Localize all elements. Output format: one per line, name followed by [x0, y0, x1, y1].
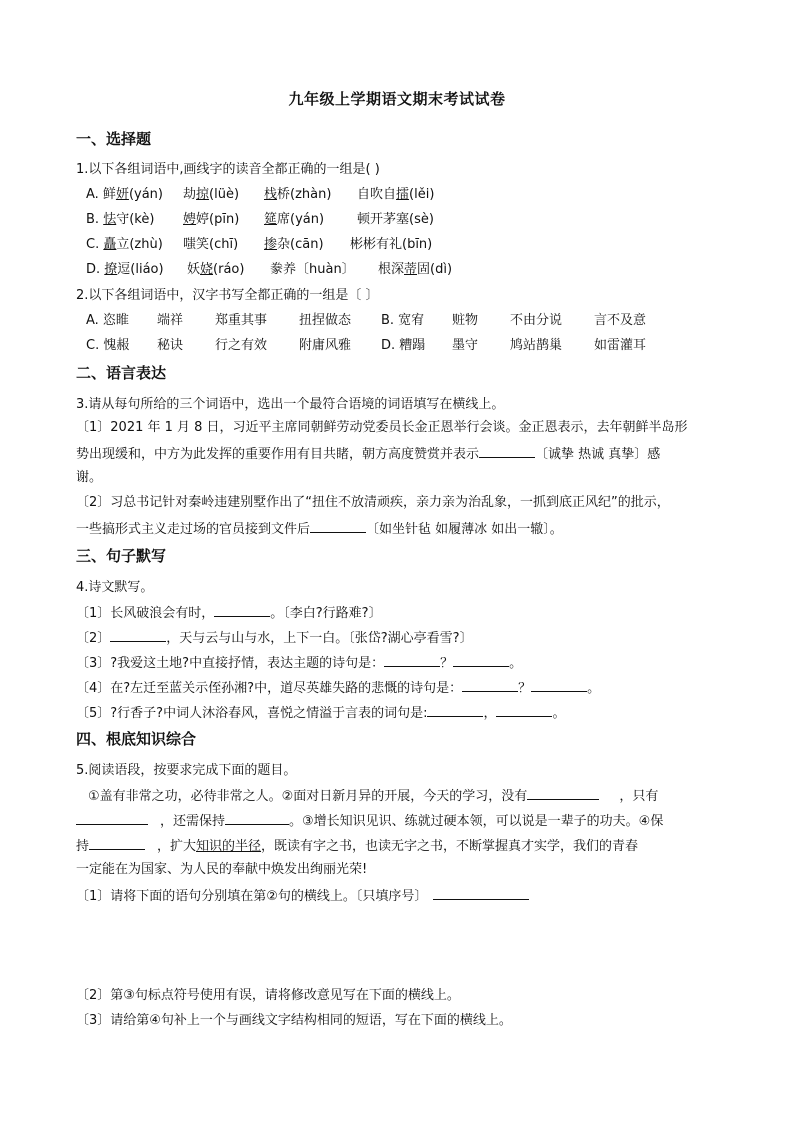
question-3-stem: 3.请从每句所给的三个词语中，选出一个最符合语境的词语填写在横线上。	[76, 397, 505, 412]
q4-line-2: 〔2〕 ，天与云与山与水，上下一白。〔张岱?湖心亭看雪?〕	[76, 631, 473, 646]
answer-blank[interactable]	[427, 704, 483, 717]
q4-line-1: 〔1〕长风破浪会有时， 。〔李白?行路难?〕	[76, 606, 382, 621]
q2-word: 如雷灌耳	[594, 338, 647, 353]
q2-word: C. 愧赧	[86, 338, 130, 353]
section-heading-basic-knowledge: 四、根底知识综合	[76, 730, 197, 748]
q2-word: 墨守	[452, 338, 479, 353]
q3-1-line1: 〔1〕2021 年 1 月 8 日，习近平主席同朝鲜劳动党委员长金正恩举行会谈。金正恩表示，去年朝鲜半岛形	[76, 420, 688, 435]
q5-sub-3: 〔3〕请给第④句补上一个与画线文字结构相同的短语，写在下面的横线上。	[76, 1013, 512, 1028]
q1-option-c-1: C. 矗立(zhù)	[86, 237, 163, 252]
q1-option-d-4: 根深蒂固(dì)	[378, 262, 453, 277]
q2-word: 言不及意	[594, 313, 647, 328]
q1-option-c-4: 彬彬有礼(bīn)	[350, 237, 433, 252]
q2-word: 行之有效	[215, 338, 268, 353]
q2-word: 端祥	[157, 313, 184, 328]
answer-blank[interactable]	[214, 604, 270, 617]
question-5-stem: 5.阅读语段，按要求完成下面的题目。	[76, 763, 297, 778]
q3-1-line2: 势出现缓和，中方为此发挥的重要作用有目共睹，朝方高度赞赏并表示 〔诚挚 热诚 真挚〕感	[76, 447, 661, 462]
answer-blank[interactable]	[76, 812, 148, 825]
q1-option-a-4: 自吹自擂(lěi)	[357, 187, 435, 202]
q2-word: 鸠站鹊巢	[510, 338, 563, 353]
q1-option-c-2: 嗤笑(chī)	[183, 237, 239, 252]
answer-blank[interactable]	[433, 887, 529, 900]
answer-blank[interactable]	[496, 704, 552, 717]
section-heading-language: 二、语言表达	[76, 364, 167, 382]
underlined-phrase: 知识的半径	[196, 839, 262, 854]
q1-option-a-2: 劫掠(lüè)	[183, 187, 240, 202]
q1-option-d-1: D. 撩逗(liáo)	[86, 262, 164, 277]
answer-blank[interactable]	[527, 787, 599, 800]
page-title: 九年级上学期语文期末考试试卷	[288, 90, 506, 108]
answer-blank[interactable]	[479, 445, 535, 458]
answer-blank[interactable]	[110, 629, 166, 642]
q2-word: 扭捏做态	[299, 313, 352, 328]
section-heading-recitation: 三、句子默写	[76, 547, 167, 565]
q3-2-line1: 〔2〕习总书记针对秦岭违建别墅作出了“扭住不放清顽疾，亲力亲为治乱象，一抓到底正风纪”的批示，	[76, 495, 670, 510]
q1-option-b-1: B. 怯守(kè)	[86, 212, 155, 227]
q1-option-b-2: 娉婷(pīn)	[183, 212, 240, 227]
q3-1-line3: 谢。	[76, 470, 103, 485]
answer-blank[interactable]	[225, 812, 289, 825]
q2-word: 郑重其事	[215, 313, 268, 328]
answer-blank[interactable]	[462, 679, 518, 692]
answer-blank[interactable]	[89, 837, 145, 850]
q1-option-a-1: A. 鲜妍(yán)	[86, 187, 163, 202]
q4-line-4: 〔4〕在?左迁至蓝关示侄孙湘?中，道尽英雄失路的悲慨的诗句是： ？ 。	[76, 681, 601, 696]
q1-option-b-4: 顿开茅塞(sè)	[357, 212, 434, 227]
q2-word: 秘诀	[157, 338, 184, 353]
q5-passage-line1: ①盖有非常之功，必待非常之人。②面对日新月异的开展，今天的学习，没有 ，只有	[88, 789, 659, 804]
answer-blank[interactable]	[531, 679, 587, 692]
q2-word: A. 恣睢	[86, 313, 129, 328]
question-4-stem: 4.诗文默写。	[76, 580, 154, 595]
q4-line-3: 〔3〕?我爱这土地?中直接抒情，表达主题的诗句是： ？ 。	[76, 656, 523, 671]
q1-option-d-2: 妖娆(ráo)	[187, 262, 245, 277]
q5-sub-1: 〔1〕请将下面的语句分别填在第②句的横线上。〔只填序号〕	[76, 887, 529, 905]
question-1-stem: 1.以下各组词语中,画线字的读音全都正确的一组是( )	[76, 162, 380, 177]
section-heading-choice: 一、选择题	[76, 130, 152, 148]
q2-word: 赃物	[452, 313, 479, 328]
q1-option-a-3: 栈桥(zhàn)	[264, 187, 332, 202]
q4-line-5: 〔5〕?行香子?中词人沐浴春风，喜悦之情溢于言表的词句是: ， 。	[76, 706, 566, 721]
answer-blank[interactable]	[384, 654, 440, 667]
q2-word: D. 糟蹋	[381, 338, 426, 353]
q5-sub-2: 〔2〕第③句标点符号使用有误，请将修改意见写在下面的横线上。	[76, 988, 460, 1003]
answer-blank[interactable]	[310, 520, 366, 533]
answer-blank[interactable]	[453, 654, 509, 667]
q1-option-b-3: 筵席(yán)	[264, 212, 325, 227]
q2-word: 附庸风雅	[299, 338, 352, 353]
q3-2-line2: 一些搞形式主义走过场的官员接到文件后 〔如坐针毡 如履薄冰 如出一辙〕。	[76, 522, 563, 537]
q5-passage-line3: 持 ，扩大知识的半径，既读有字之书，也读无字之书，不断掌握真才实学，我们的青春	[76, 839, 639, 854]
q5-passage-line2: ，还需保持 。③增长知识见识、练就过硬本领，可以说是一辈子的功夫。④保	[76, 812, 663, 830]
question-2-stem: 2.以下各组词语中，汉字书写全都正确的一组是〔 〕	[76, 288, 379, 303]
q2-word: B. 宽宥	[381, 313, 425, 328]
q5-passage-line4: 一定能在为国家、为人民的奉献中焕发出绚丽光荣!	[76, 862, 368, 877]
q1-option-d-3: 豢养〔huàn〕	[270, 262, 355, 277]
q2-word: 不由分说	[510, 313, 563, 328]
q1-option-c-3: 掺杂(cān)	[264, 237, 324, 252]
